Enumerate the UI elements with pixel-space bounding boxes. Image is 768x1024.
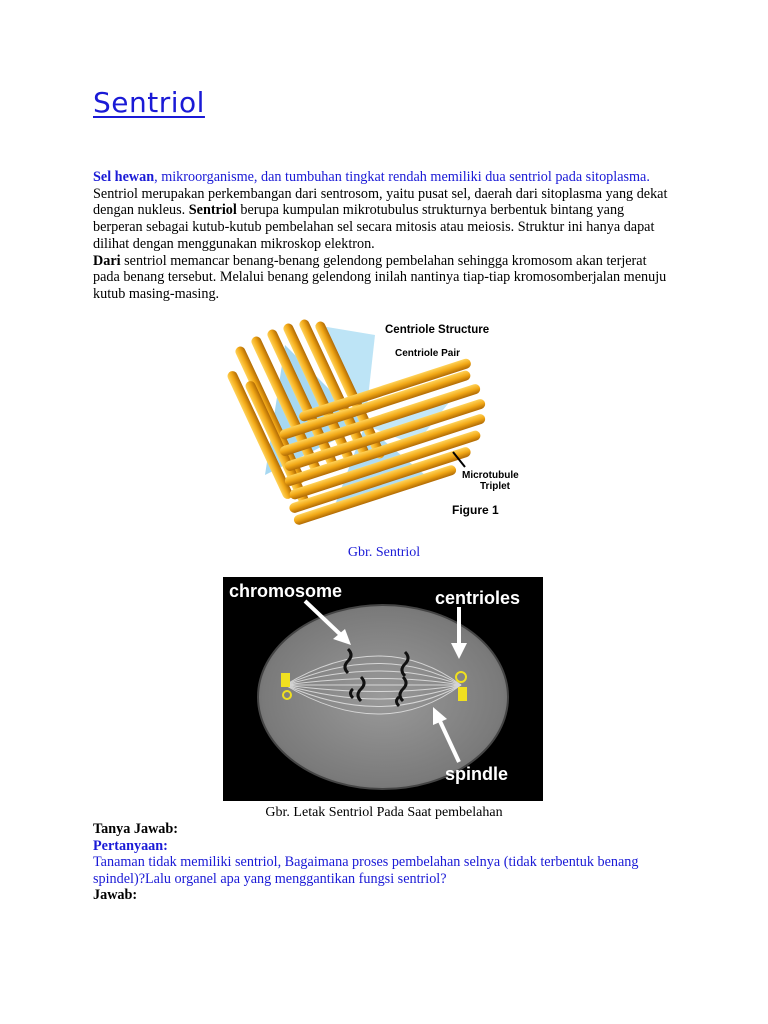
figure1-caption: Gbr. Sentriol: [347, 545, 421, 560]
centriole-left: [281, 673, 290, 687]
centrioles-label: centrioles: [435, 588, 521, 608]
qa-section: [93, 821, 693, 904]
intro-paragraph: [93, 169, 673, 303]
chromosome-label: chromosome: [229, 581, 343, 601]
figure2-caption: Gbr. Letak Sentriol Pada Saat pembelahan: [265, 805, 503, 820]
figure1-label-mt1: Microtubule: [462, 470, 519, 481]
answer-label: Jawab:: [93, 887, 138, 903]
spindle-label: spindle: [445, 764, 509, 784]
cell-body: [258, 605, 508, 789]
paragraph-bold-1: Sentriol: [188, 202, 237, 219]
figure1-label: Figure 1: [452, 503, 499, 517]
paragraph-bold-2: Dari: [93, 252, 121, 269]
figure1-label-mt2: Triplet: [480, 481, 511, 492]
figure1-label-pair: Centriole Pair: [395, 348, 461, 359]
lead-blue-text: , mikroorganisme, dan tumbuhan tingkat rendah memiliki dua sentriol pada sitoplasma.: [154, 169, 650, 185]
page-title: Sentriol: [93, 86, 205, 119]
paragraph-text-2: berupa kumpulan mikrotubulus strukturnya berbentuk bintang yang berperan sebagai kutub-kutub pembelahan sel secara mitosis atau meiosis. Struktur ini hanya dapat dilihat dengan menggunakan mikroskop elektron.: [93, 202, 655, 252]
paragraph-text-3: sentriol memancar benang-benang gelendong pembelahan sehingga kromosom akan terjerat pada benang tersebut. Melalui benang gelendong inilah nantinya tiap-tiap kromosomberjalan menuju kutub masing-masing.: [93, 252, 667, 302]
centriole-structure-figure: [225, 305, 530, 535]
cell-division-figure: [223, 577, 543, 801]
question-text: Tanaman tidak memiliki sentriol, Bagaimana proses pembelahan selnya (tidak terbentuk benang spindel)?Lalu organel apa yang menggantikan fungsi sentriol?: [93, 854, 639, 887]
paragraph-text-1: Sentriol merupakan perkembangan dari sentrosom, yaitu pusat sel, daerah dari sitoplasma yang dekat dengan nukleus.: [93, 185, 668, 219]
figure1-heading: Centriole Structure: [385, 324, 490, 336]
centriole-right: [458, 687, 467, 701]
question-label: Pertanyaan:: [93, 837, 168, 854]
qa-heading: Tanya Jawab:: [93, 821, 179, 837]
lead-bold-text: Sel hewan: [93, 169, 155, 185]
